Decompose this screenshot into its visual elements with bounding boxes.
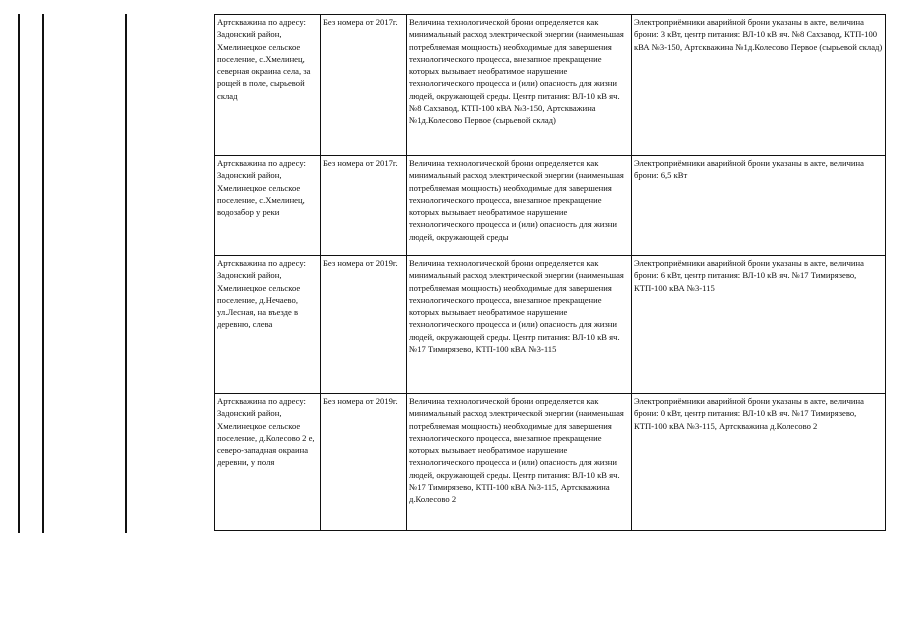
- electrical-cell: [632, 15, 886, 156]
- description-cell: [407, 156, 632, 256]
- electrical-text: Электроприёмники аварийной брони указаны в акте, величина брони: 3 кВт, центр питания: ВЛ-10 кВ яч. №8 Сахзавод, КТП-100 кВА №3-150, Артскважина №1д.Колесово Первое (сырьевой склад): [634, 17, 883, 52]
- address-text: Артскважина по адресу: Задонский район, Хмелинецкое сельское поселение, д.Нечаево, ул.Лесная, на въезде в деревню, слева: [217, 258, 306, 330]
- description-cell: [407, 15, 632, 156]
- electrical-cell: [632, 394, 886, 531]
- table-row: [215, 156, 886, 256]
- number-cell: [321, 394, 407, 531]
- number-text: Без номера от 2017г.: [323, 17, 398, 27]
- description-text: Величина технологической брони определяется как минимальный расход электрической энергии (наименьшая потребляемая мощность) необходимые для завершения технологического процесса, внезапное прекращение которых вызывает необратимое нарушение технологического процесса и (или) опасность для жизни людей, окружающей среды. Центр питания: ВЛ-10 кВ яч. №17 Тимирязево, КТП-100 кВА №3-115: [409, 258, 624, 355]
- address-cell: [215, 156, 321, 256]
- address-cell: [215, 256, 321, 394]
- address-cell: [215, 15, 321, 156]
- description-text: Величина технологической брони определяется как минимальный расход электрической энергии (наименьшая потребляемая мощность) необходимые для завершения технологического процесса, внезапное прекращение которых вызывает необратимое нарушение технологического процесса и (или) опасность для жизни людей, окружающей среды: [409, 158, 624, 242]
- electrical-text: Электроприёмники аварийной брони указаны в акте, величина брони: 6 кВт, центр питания: ВЛ-10 кВ яч. №17 Тимирязево, КТП-100 кВА №3-115: [634, 258, 864, 293]
- number-cell: [321, 15, 407, 156]
- description-text: Величина технологической брони определяется как минимальный расход электрической энергии (наименьшая потребляемая мощность) необходимые для завершения технологического процесса, внезапное прекращение которых вызывает необратимое нарушение технологического процесса и (или) опасность для жизни людей, окружающей среды. Центр питания: ВЛ-10 кВ яч. №17 Тимирязево, КТП-100 кВА №3-115, Артскважина д.Колесово 2: [409, 396, 624, 505]
- electrical-cell: [632, 256, 886, 394]
- electrical-text: Электроприёмники аварийной брони указаны в акте, величина брони: 6,5 кВт: [634, 158, 864, 181]
- description-cell: [407, 256, 632, 394]
- backup-power-table: [214, 14, 886, 531]
- address-cell: [215, 394, 321, 531]
- description-cell: [407, 394, 632, 531]
- address-text: Артскважина по адресу: Задонский район, Хмелинецкое сельское поселение, д.Колесово 2 е, северо-западная окраина деревни, у поля: [217, 396, 315, 468]
- description-text: Величина технологической брони определяется как минимальный расход электрической энергии (наименьшая потребляемая мощность) необходимые для завершения технологического процесса, внезапное прекращение которых вызывает необратимое нарушение технологического процесса и (или) опасность для жизни людей, окружающей среды. Центр питания: ВЛ-10 кВ яч. №8 Сахзавод, КТП-100 кВА №3-150, Артскважина №1д.Колесово Первое (сырьевой склад): [409, 17, 624, 126]
- left-column-border: [18, 14, 20, 533]
- number-cell: [321, 256, 407, 394]
- number-text: Без номера от 2019г.: [323, 396, 398, 406]
- number-text: Без номера от 2019г.: [323, 258, 398, 268]
- left-column-border: [42, 14, 44, 533]
- table-row: [215, 15, 886, 156]
- electrical-cell: [632, 156, 886, 256]
- number-cell: [321, 156, 407, 256]
- number-text: Без номера от 2017г.: [323, 158, 398, 168]
- table-row: [215, 256, 886, 394]
- electrical-text: Электроприёмники аварийной брони указаны в акте, величина брони: 0 кВт, центр питания: ВЛ-10 кВ яч. №17 Тимирязево, КТП-100 кВА №3-115, Артскважина д.Колесово 2: [634, 396, 864, 431]
- left-column-border: [125, 14, 127, 533]
- table-row: [215, 394, 886, 531]
- address-text: Артскважина по адресу: Задонский район, Хмелинецкое сельское поселение, с.Хмелинец, водозабор у реки: [217, 158, 306, 218]
- address-text: Артскважина по адресу: Задонский район, Хмелинецкое сельское поселение, с.Хмелинец, северная окраина села, за рощей в поле, сырьевой склад: [217, 17, 311, 101]
